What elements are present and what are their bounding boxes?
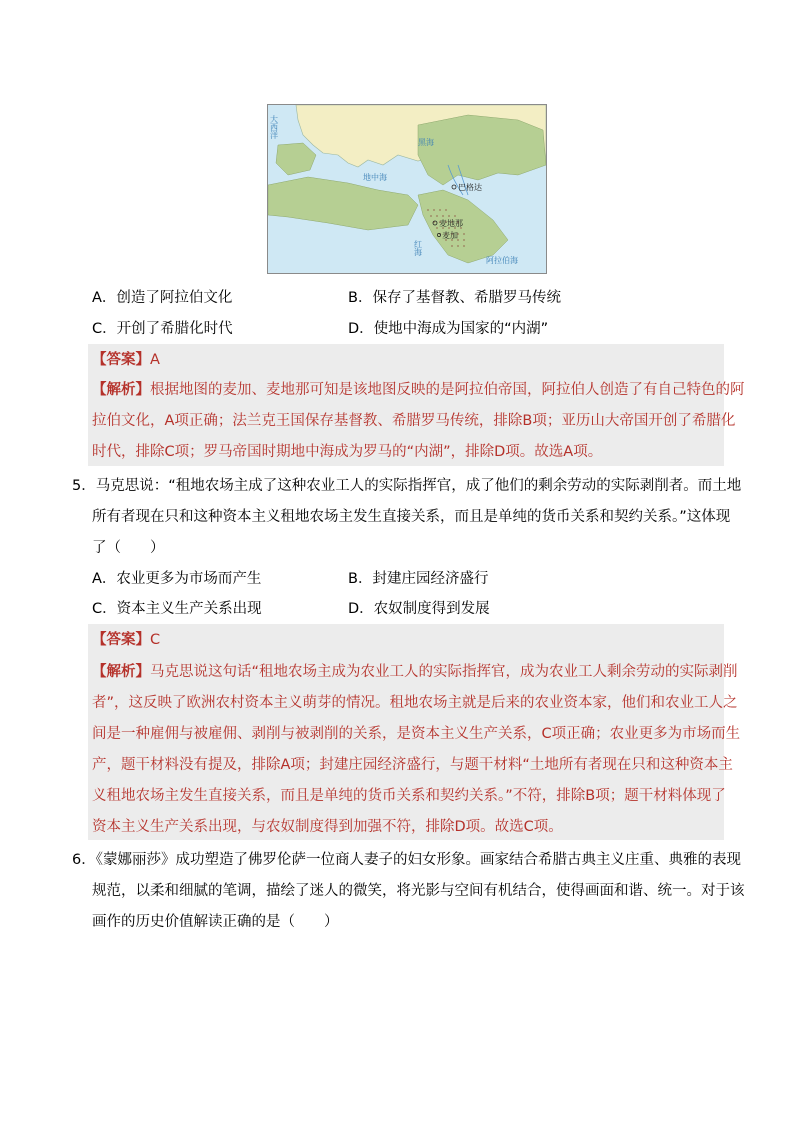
q5-answer-box — [88, 624, 741, 840]
q4-option-b[interactable]: B．保存了基督教、希腊罗马传统 — [348, 290, 561, 306]
q5-analysis-line-6: 资本主义生产关系出现，与农奴制度得到加强不符，排除D项。故选C项。 — [92, 819, 563, 835]
q5-analysis-line-1 — [92, 662, 738, 682]
q4-analysis-text: 根据地图的麦加、麦地那可知是该地图反映的是阿拉伯帝国，阿拉伯人创造了有自己特色的阿 — [150, 382, 745, 398]
q5-analysis-line-2: 者”，这反映了欧洲农村资本主义萌芽的情况。租地农场主就是后来的农业资本家，他们和农业工人之 — [92, 695, 738, 711]
q4-analysis-line-1 — [92, 380, 745, 400]
mediterranean-label: 地中海 — [363, 173, 387, 182]
q5-analysis-line-5: 义租地农场主发生直接关系，而且是单纯的货币关系和契约关系。”不符，排除B项；题干材料体现了 — [92, 788, 726, 804]
medina-label: 麦地那 — [439, 219, 463, 228]
arab-empire-map — [267, 104, 547, 274]
q4-option-c[interactable]: C．开创了希腊化时代 — [92, 321, 233, 337]
q4-option-a[interactable]: A．创造了阿拉伯文化 — [92, 290, 233, 306]
map-graphic — [268, 105, 546, 273]
q5-analysis-line-4: 产，题干材料没有提及，排除A项；封建庄园经济盛行，与题干材料“土地所有者现在只和这种资本主 — [92, 757, 733, 773]
q5-analysis-text: 马克思说这句话“租地农场主成为农业工人的实际指挥官，成为农业工人剩余劳动的实际剥削 — [150, 664, 738, 680]
mecca-label: 麦加 — [442, 231, 458, 240]
q5-stem-line-1: 5．马克思说：“租地农场主成了这种农业工人的实际指挥官，成了他们的剩余劳动的实际剥削者。而土地 — [72, 478, 742, 494]
black-sea-label: 黑海 — [418, 138, 434, 147]
q6-stem-line-1: 6．《蒙娜丽莎》成功塑造了佛罗伦萨一位商人妻子的妇女形象。画家结合希腊古典主义庄重、典雅的表现 — [72, 852, 741, 868]
q4-option-d[interactable]: D．使地中海成为国家的“内湖” — [348, 321, 549, 337]
analysis-tag: 【解析】 — [92, 664, 150, 680]
q4-answer-line — [92, 350, 160, 370]
answer-tag: 【答案】 — [92, 632, 150, 648]
atlantic-label: 大西洋 — [269, 115, 279, 139]
q5-analysis-line-3: 间是一种雇佣与被雇佣、剥削与被剥削的关系，是资本主义生产关系，C项正确；农业更多为市场而生 — [92, 726, 741, 742]
baghdad-label: 巴格达 — [458, 183, 482, 192]
analysis-tag: 【解析】 — [92, 382, 150, 398]
q6-stem-line-3: 画作的历史价值解读正确的是（ ） — [92, 914, 339, 930]
q5-stem-line-2: 所有者现在只和这种资本主义租地农场主发生直接关系，而且是单纯的货币关系和契约关系。”这体现 — [92, 509, 731, 525]
q4-analysis-line-3: 时代，排除C项；罗马帝国时期地中海成为罗马的“内湖”，排除D项。故选A项。 — [92, 444, 603, 460]
answer-tag: 【答案】 — [92, 352, 150, 368]
q5-stem-line-3: 了（ ） — [92, 540, 165, 556]
q5-answer: C — [150, 632, 161, 648]
arabian-sea-label: 阿拉伯海 — [486, 256, 518, 265]
q4-answer: A — [150, 352, 160, 368]
q5-answer-line — [92, 630, 160, 650]
red-sea-label: 红海 — [413, 240, 423, 256]
q6-stem-line-2: 规范，以柔和细腻的笔调，描绘了迷人的微笑，将光影与空间有机结合，使得画面和谐、统一。对于该 — [92, 883, 745, 899]
q5-option-a[interactable]: A．农业更多为市场而产生 — [92, 571, 262, 587]
q5-option-c[interactable]: C．资本主义生产关系出现 — [92, 601, 262, 617]
q5-option-d[interactable]: D．农奴制度得到发展 — [348, 601, 490, 617]
q4-analysis-line-2: 拉伯文化，A项正确；法兰克王国保存基督教、希腊罗马传统，排除B项；亚历山大帝国开创了希腊化 — [92, 413, 736, 429]
q5-option-b[interactable]: B．封建庄园经济盛行 — [348, 571, 489, 587]
q4-answer-box — [88, 344, 745, 466]
